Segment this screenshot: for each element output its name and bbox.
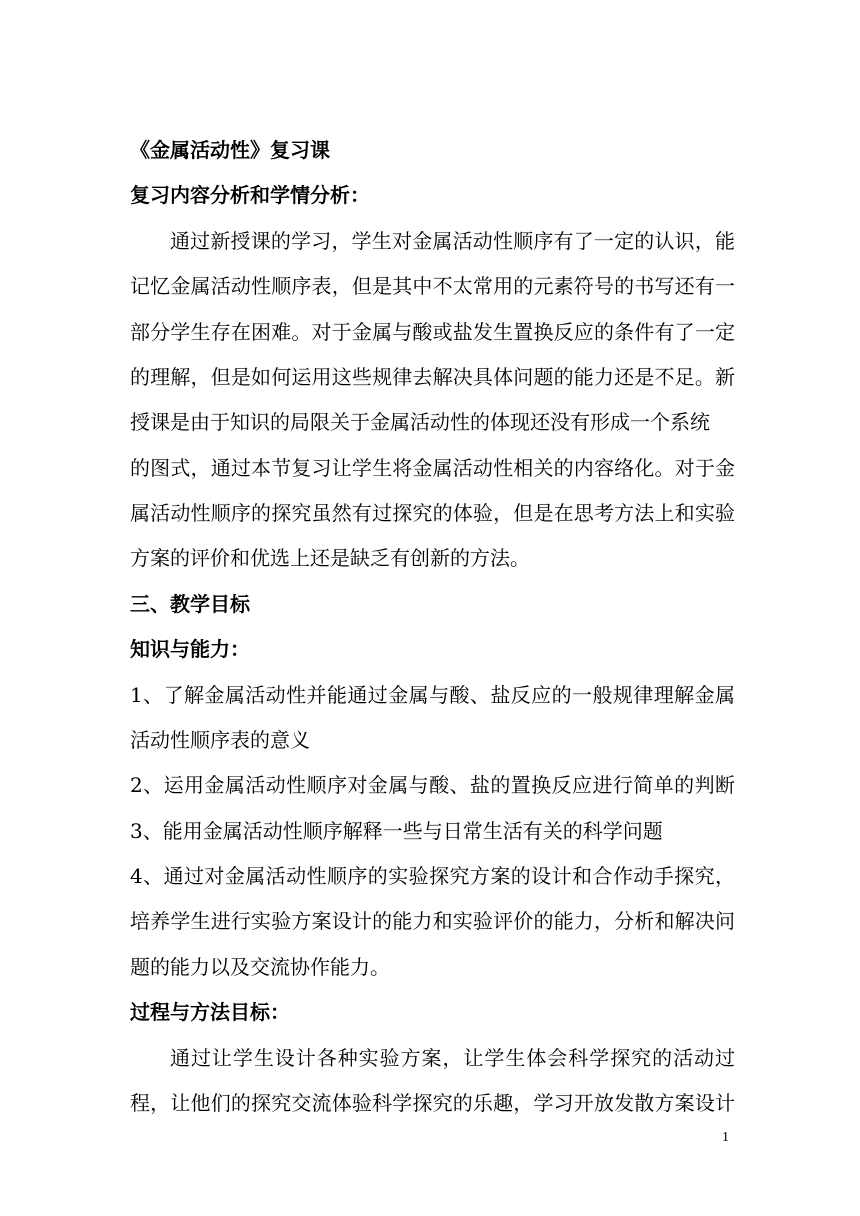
process-line: 程，让他们的探究交流体验科学探究的乐趣，学习开放发散方案设计	[130, 1091, 735, 1115]
knowledge-line: 4、通过对金属活动性顺序的实验探究方案的设计和合作动手探究，	[130, 864, 735, 888]
analysis-heading: 复习内容分析和学情分析：	[130, 183, 370, 207]
analysis-line: 方案的评价和优选上还是缺乏有创新的方法。	[130, 546, 530, 570]
knowledge-line: 1、了解金属活动性并能通过金属与酸、盐反应的一般规律理解金属	[130, 683, 735, 707]
document-title: 《金属活动性》复习课	[130, 138, 330, 162]
analysis-line: 的图式，通过本节复习让学生将金属活动性相关的内容络化。对于金	[130, 456, 735, 480]
knowledge-line: 培养学生进行实验方案设计的能力和实验评价的能力，分析和解决问	[130, 909, 735, 933]
goals-heading: 三、教学目标	[130, 592, 250, 616]
analysis-line: 通过新授课的学习，学生对金属活动性顺序有了一定的认识，能	[170, 229, 735, 253]
analysis-line: 部分学生存在困难。对于金属与酸或盐发生置换反应的条件有了一定	[130, 320, 735, 344]
process-heading: 过程与方法目标：	[130, 1000, 290, 1024]
page-number: 1	[722, 1130, 729, 1145]
knowledge-line: 题的能力以及交流协作能力。	[130, 955, 390, 979]
knowledge-line: 3、能用金属活动性顺序解释一些与日常生活有关的科学问题	[130, 819, 663, 843]
knowledge-line: 2、运用金属活动性顺序对金属与酸、盐的置换反应进行简单的判断	[130, 773, 735, 797]
process-line: 通过让学生设计各种实验方案，让学生体会科学探究的活动过	[170, 1046, 735, 1070]
analysis-line: 属活动性顺序的探究虽然有过探究的体验，但是在思考方法上和实验	[130, 501, 735, 525]
analysis-line: 授课是由于知识的局限关于金属活动性的体现还没有形成一个系统	[130, 410, 710, 434]
analysis-line: 记忆金属活动性顺序表，但是其中不太常用的元素符号的书写还有一	[130, 274, 735, 298]
knowledge-line: 活动性顺序表的意义	[130, 728, 310, 752]
analysis-line: 的理解，但是如何运用这些规律去解决具体问题的能力还是不足。新	[130, 365, 735, 389]
knowledge-heading: 知识与能力：	[130, 637, 250, 661]
